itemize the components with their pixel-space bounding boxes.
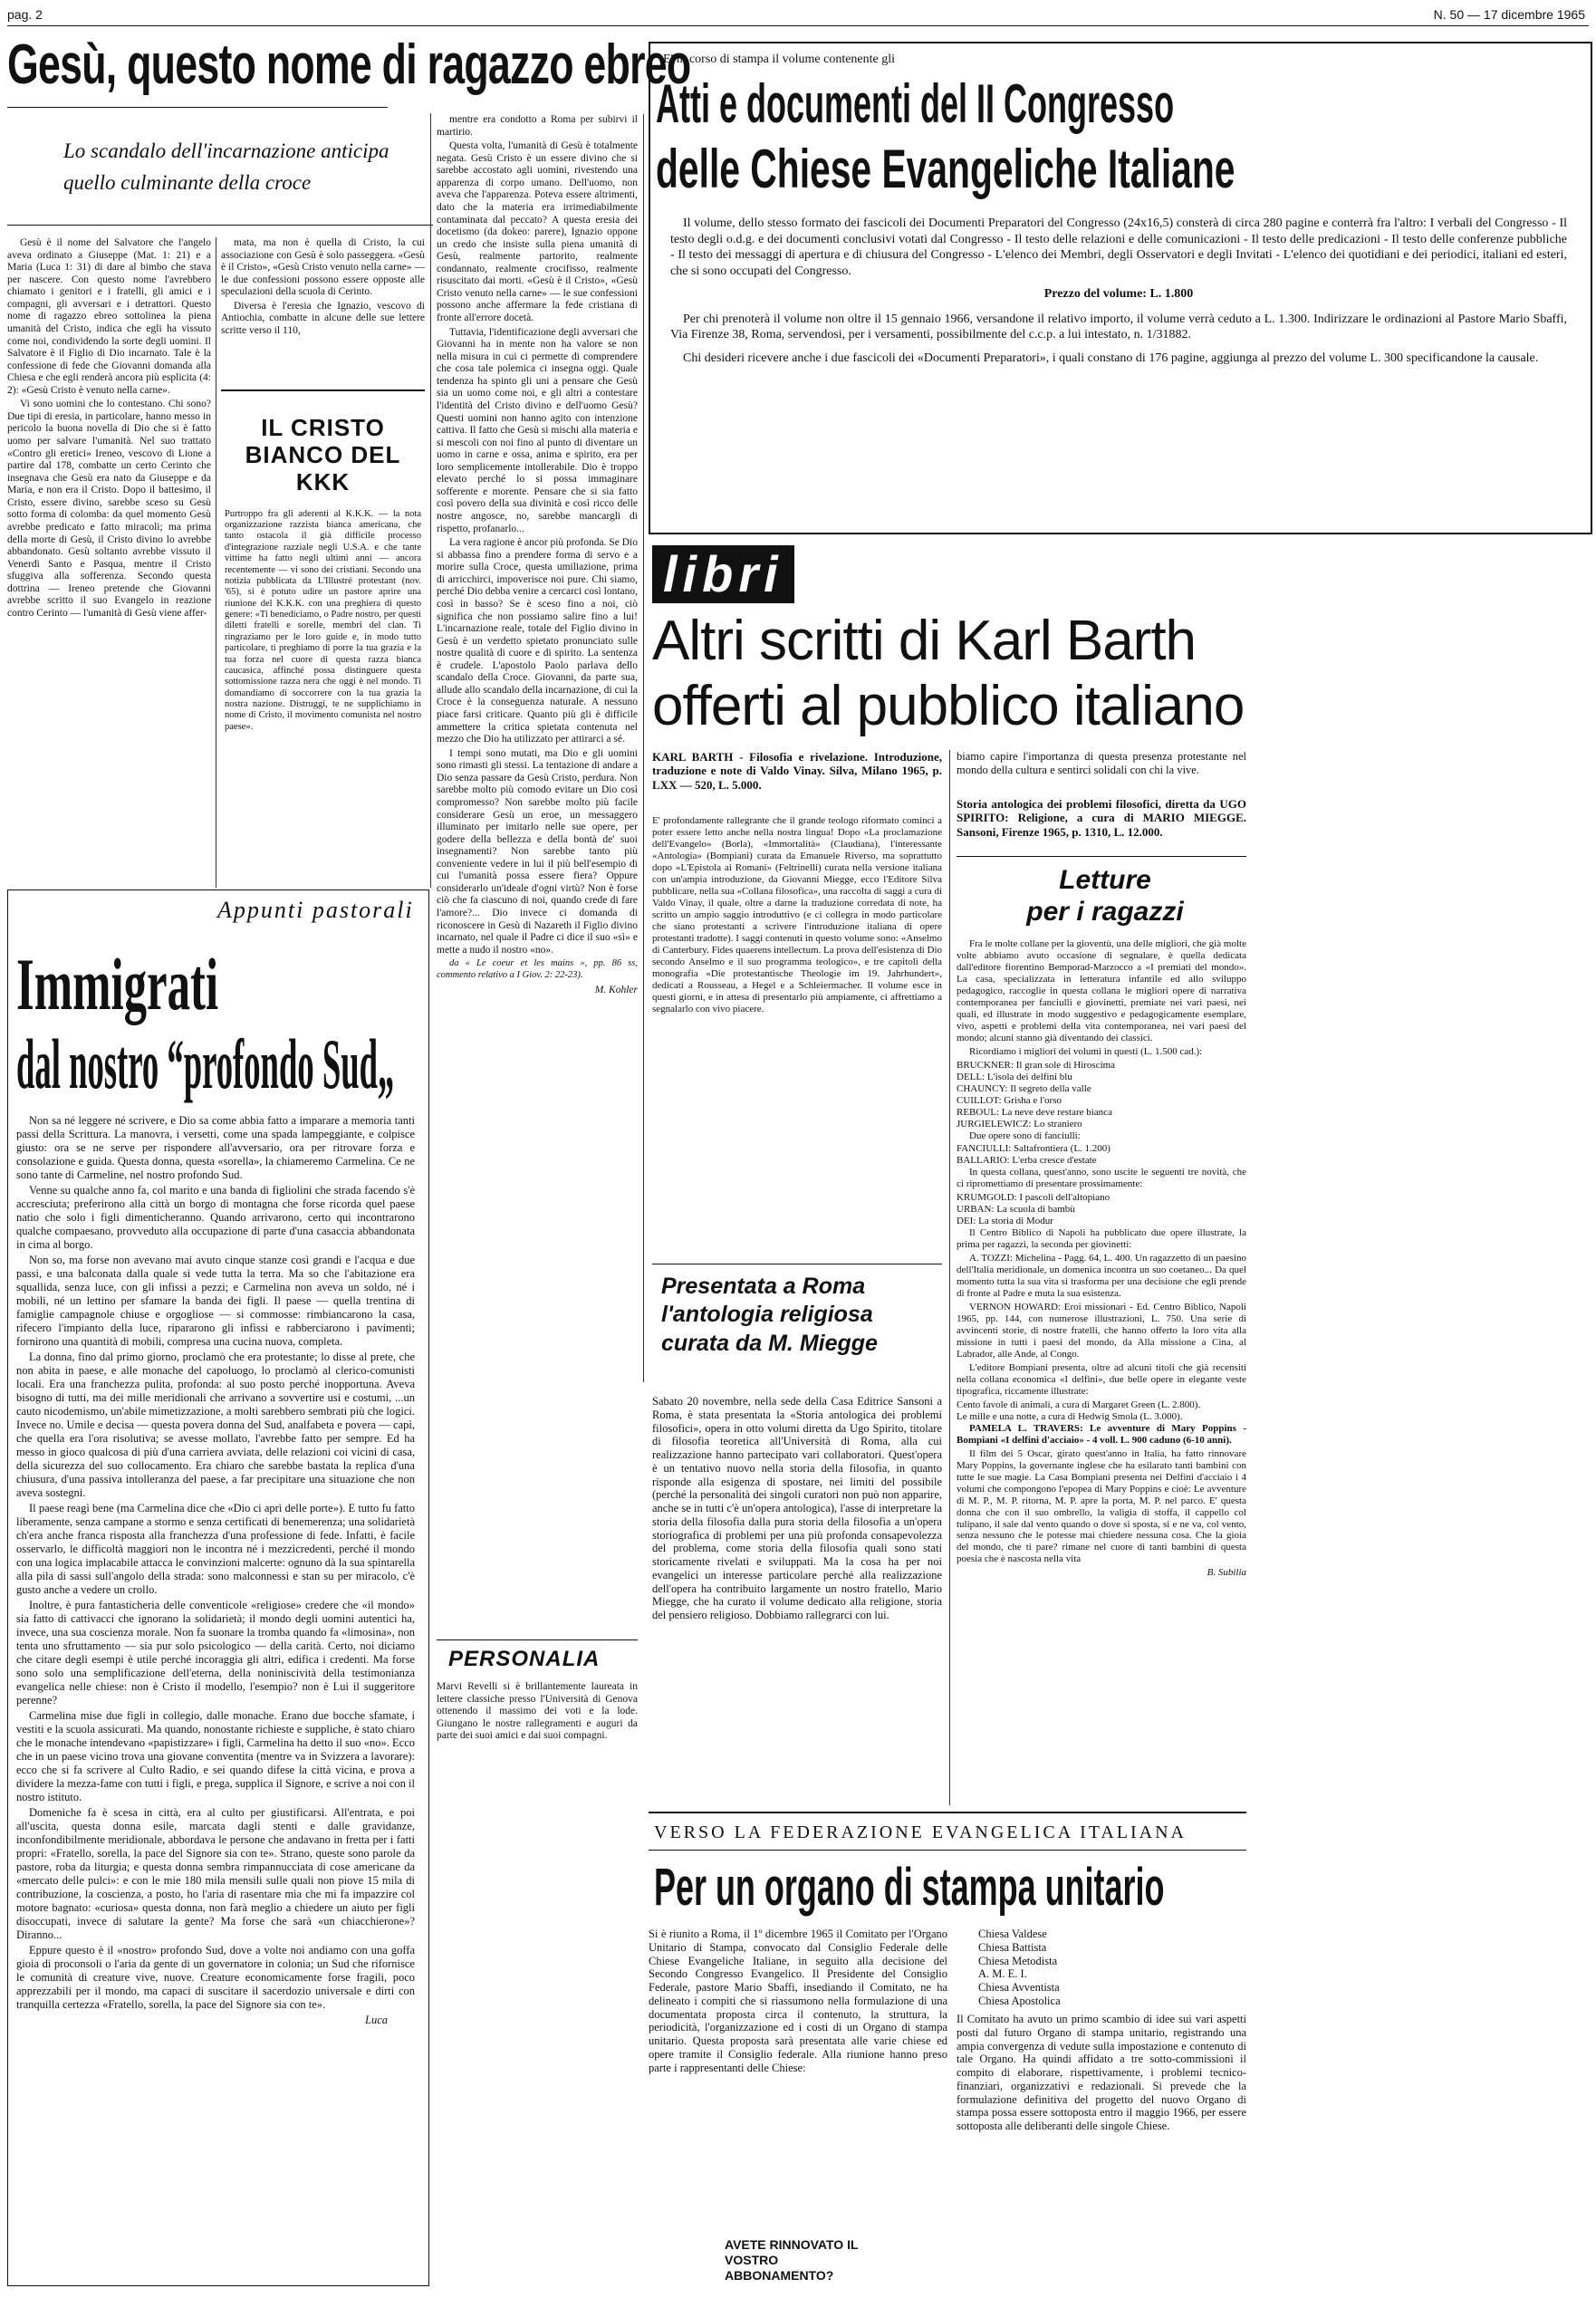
- art1-paragraph: Questa volta, l'umanità di Gesù è totalmente negata. Gesù Cristo è un essere divino che si sarebbe accostato agli uomini, rivestendo una apparenza di corpo umano. Dell'uomo, non aveva che l'apparenza. Poteva essere altrimenti, dato che la materia era irrimediabilmente contaminata dal peccato? A questa eresia dei docetismo (da dokeo: parere), Ignazio oppone un credo che insiste sulla piena umanità di Gesù, realmente partorito, realmente condannato, realmente crocifisso, realmente risuscitato dai morti. «Gesù è il Cristo», «Gesù Cristo venuto nella carne» — le sue confessioni possono anche affermare la fede cristiana di fronte all'errore docetà.: [437, 140, 638, 323]
- letture-list: [957, 1060, 1246, 1130]
- kkk-box: [221, 399, 425, 888]
- atti-title-line2: delle Chiese Evangeliche Italiane: [656, 139, 1235, 199]
- list-item: REBOUL: La neve deve restare bianca: [957, 1106, 1112, 1118]
- letture-travers-body: Il film dei 5 Oscar, girato quest'anno in Italia, ha fatto rinnovare Mary Poppins, la governante inglese che ha esilarato tanti bambini con tutte le sue magie. La Casa Bompiani presenta nei Delfini d'acciaio i 4 volumi che compongono l'epopea di Mary Poppins e cioè: Le avventure di M. P., M. P. ritorna, M. P. apre la porta, M. P. nel parco. E' questa donna che con il suo ombrello, la valigia di stoffa, il cappello col tulipano, il sale dal vento quando o dove si sposta, si e ne va, col vento, senza nessuno che le potesse mai chiedere nessuna cosa. Che la gioia del mondo, che ti pare? rimane nel cuore di tanti bambini di questa poesia che è nascosta nella vita: [957, 1447, 1246, 1565]
- list-item: BALLARIO: L'erba cresce d'estate: [957, 1155, 1097, 1167]
- art1-paragraph: mentre era condotto a Roma per subirvi il martirio.: [437, 114, 638, 138]
- art1-paragraph: I tempi sono mutati, ma Dio e gli uomini sono rimasti gli stessi. La tentazione di andare a Dio senza passare da Gesù Cristo, perdura. Non sarebbe molto più comodo evitare un Dio così compromesso? Non sarebbe molto più facile considerare Gesù un eroe, un messaggero illuminato per imitarlo nelle sue opere, per godere della bellezza e della bontà de' suoi insegnamenti? Non sarebbe tanto più conveniente vedere in lui il più bell'esempio di cui l'umanità possa essere fiera? Oppure considerarlo un'ideale d'ogni virtù? Non è forse ciò che fa ciascuno di noi, quando crede di fare l'amore?... Dio invece ci domanda di riconoscere in Gesù di Nazareth il Figlio divino incarnato, nel quale il Padre ci dice il suo «sì» e mette a nudo il nostro «no».: [437, 747, 638, 956]
- column-divider: [430, 113, 431, 888]
- atti-price: Prezzo del volume: L. 1.800: [1043, 287, 1194, 301]
- kkk-top-rule: [221, 389, 425, 391]
- letture-title-line1: Letture: [1059, 865, 1151, 895]
- rinnovo-notice: AVETE RINNOVATO IL VOSTRO ABBONAMENTO?: [725, 2237, 859, 2283]
- issue-info: N. 50 — 17 dicembre 1965: [1433, 7, 1585, 22]
- list-item: Chiesa Battista: [978, 1940, 1047, 1954]
- federazione-title: Per un organo di stampa unitario: [654, 1858, 1165, 1917]
- libri-right-top: biamo capire l'importanza di questa presenza protestante nel mondo della cultura e sentirci solidali con chi la vive.: [957, 750, 1246, 776]
- art1-column-1: [7, 237, 211, 888]
- appunti-title-line2: dal nostro “profondo Sud„: [16, 1024, 395, 1103]
- letture-rule: [957, 856, 1246, 857]
- libri-body: E' profondamente rallegrante che il grande teologo riformato cominci a poter essere letto anche nella nostra lingua! Dopo «La proclamazione dell'Evangelo» (Borla), «Immortalità» (Claudiana), l'interessante «Antologia» (Bompiani) curata da Emanuele Riverso, ma soprattutto dopo «L'Epistola ai Romani» (Feltrinelli) curata nella versione italiana con un'ampia introduzione, da Giovanni Miegge, ecco l'Editore Silva pubblicare, nella sua «Collana filosofica», una raccolta di saggi a cura di Valdo Vinay, il quale, oltre a darne la traduzione corredata di note, ha scritto un ampio saggio introduttivo (e ci collegra in modo particolare che siano protestanti a scrivere l'introduzione italiana di opere protestanti tradotte). I saggi contenuti in questo volume sono: «Anselmo di Canterbury. Fides quaerens intellectum. La prova dell'esistenza di Dio secondo Anselmo e il suo programma teologico», e tre capitoli della monografia «Die protestantische Theologie im 19. Jahrhundert», dedicati a Rousseau, a Hegel e a Schleiermacher. Il volume esce in questi giorni, e in attesa di presentarlo più ampiamente, ci affrettiamo a segnalarlo con vivo piacere.: [652, 815, 942, 1014]
- letture-howard: VERNON HOWARD: Eroi missionari - Ed. Centro Biblico, Napoli 1965, pp. 144, con numerose illustrazioni, L. 750. Una serie di avvincenti storie, di nostre fratelli, che hanno offerto la loro vita alla missione in tutti i paesi del mondo, da Alla missione a Cina, al Labrador, alle Ande, al Congo.: [957, 1302, 1246, 1360]
- atti-kicker: E' in corso di stampa il volume contenente gli: [663, 53, 896, 66]
- art1-paragraph: La vera ragione è ancor più profonda. Se Dio si abbassa fino a prendere forma di servo e a morire sulla Croce, questa umiliazione, prima di arricchirci, impoverisce noi pure. Chi siamo, perché Dio debba venire a cercarci così lontano, così in basso? Se è sceso fino a noi, ciò significa che non possiamo salire fino a lui! L'incarnazione reale, totale del Figlio divino in Gesù è un verdetto spietato pronunciato sulle nostre qualità di cuore e di spirito. La sentenza è crudele. L'apostolo Paolo parlava dello scandalo della Croce. Giovanni, da parte sua, allude allo scandalo della incarnazione, di cui la Croce è la conseguenza naturale. A nessuno piace farsi criticare. Quanto più gli è difficile ammettere la critica spietata contenuta nel mezzo che Dio ha utilizzato per attirarci a sé.: [437, 537, 638, 745]
- letture-novita: In questa collana, quest'anno, sono uscite le seguenti tre novità, che ci ripromettiamo di presentare prossimamente:: [957, 1167, 1246, 1190]
- list-item: Cento favole di animali, a cura di Margaret Green (L. 2.800).: [957, 1399, 1201, 1410]
- letture-centro: Il Centro Biblico di Napoli ha pubblicato due opere illustrate, la prima per ragazzi, la seconda per giovinetti:: [957, 1227, 1246, 1251]
- page-number: pag. 2: [7, 7, 43, 22]
- storia-reference: Storia antologica dei problemi filosofici, diretta da UGO SPIRITO: Religione, a cura di MARIO MIEGGE. Sansoni, Firenze 1965, p. 1310, L. 12.000.: [957, 797, 1246, 839]
- list-item: A. M. E. I.: [978, 1967, 1027, 1981]
- appunti-paragraph: Domeniche fa è scesa in città, era al culto per giustificarsi. All'entrata, e poi all'uscita, questa donna esile, marcata dagli stenti e dalle gravidanze, inconfondibilmente meridionale, abbordava le persone che andavano in fretta per i fatti propri: «Fratello, sorella, la pace del Signore sia con te». Strano, queste sono parole da pastore, roba da liturgia; e questa donna sembra rimpannucciata di cose americane da «mercato delle pulci»: e con le mie 180 mila mensili sulle quali non piove 15 mila di contribuzione, la coscienza, a posto, ho l'aria di rasentare mia che mi fa impazzire col motore bagnato: «curiosa» questa donna, non farà meglio a chiedere un aiuto per figli disoccupati, invece di salutare la gente? Ma forse che sarà «un chiacchierone»? Diranno...: [16, 1806, 415, 1941]
- personalia-body: Marvi Revelli si è brillantemente laureata in lettere classiche presso l'Università di Genova ottenendo il massimo dei voti e la lode. Giungano le nostre rallegramenti e auguri da parte dei suoi amici e dai suoi compagni.: [437, 1681, 638, 1742]
- letture-more-list: [957, 1143, 1246, 1167]
- appunti-paragraph: La donna, fino dal primo giorno, proclamò che era protestante; lo disse al prete, che non abita in paese, e alle monache del capoluogo, lo proclamò al clerico-comunisti locali. Era una franchezza pulita, profonda: al suo posto perché inopportuna. Aveva bisogno di tutti, ma dei mille meridionali che arrivano a sovvertire usi e costumi, ...un cauto nicodemismo, un'abile mimetizzazione, a molti sarebbero sembrati più che logici. Invece no. Umile e decisa — questa povera donna del Sud, analfabeta e povera — capì, che quella era l'ora risolutiva; se avesse mollato, l'avrebbe fatto per sempre. Ed ha messo in gioco qualcosa di più d'una carriera avviata, delle relazioni coi vicini di casa, della sicurezza del suo collocamento. Era chiaro che sarebbe bastata la replica d'una chiusura, d'una passiva intolleranza del paese, a far precipitare una situazione che non aveva sostegni.: [16, 1351, 415, 1499]
- letture-bompiani: L'editore Bompiani presenta, oltre ad alcuni titoli che già recensiti nella collana economica «I delfini», due belle opere in elegante veste tipografica, riccamente illustrate:: [957, 1361, 1246, 1397]
- column-divider: [949, 750, 950, 1805]
- list-item: DEI: La storia di Modur: [957, 1216, 1053, 1227]
- column-divider: [643, 114, 644, 1382]
- list-item: FANCIULLI: Saltafrontiera (L. 1.200): [957, 1143, 1110, 1155]
- federazione-col1: Si è riunito a Roma, il 1º dicembre 1965 il Comitato per l'Organo Unitario di Stampa, convocato dal Consiglio Federale delle Chiese Evangeliche Italiane, in seguito alla decisione del Secondo Congresso Evangelico. Il Presidente del Consiglio Federale, pastore Mario Sbaffi, insediando il Comitato, ne ha delineato i compiti che si riassumono nella formulazione di una documentata proposta circa il contenuto, la struttura, la periodicità, l'organizzazione ed i costi di un Organo di stampa unitario. Questa proposta sarà presentata alle varie chiese ed opere tramite il Consiglio federale. Alla riunione hanno preso parte i rappresentanti delle Chiese:: [649, 1928, 947, 2074]
- title-underline: [7, 107, 388, 108]
- personalia-title: PERSONALIA: [448, 1647, 601, 1671]
- kkk-title: IL CRISTO BIANCO DEL KKK: [245, 414, 401, 495]
- atti-body: [670, 216, 1567, 368]
- letture-novita-list: [957, 1192, 1246, 1227]
- list-item: Chiesa Metodista: [978, 1954, 1058, 1967]
- article-title: Gesù, questo nome di ragazzo ebreo: [7, 34, 691, 96]
- art1-column-3: [437, 114, 638, 1636]
- appunti-paragraph: Non sa né leggere né scrivere, e Dio sa come abbia fatto a imparare a memoria tanti passi della Scrittura. La manovra, i versetti, come una spada lampeggiante, e colpisce giusto: ora se ne serve per rispondere all'avversario, ora per ritrovare forza e consolazione e guida. Questa donna, questa «sorella», la chiameremo Carmelina. Ce ne sono tante di Carmeline, nel nostro profondo Sud.: [16, 1114, 415, 1181]
- letture-title-line2: per i ragazzi: [1026, 897, 1184, 927]
- appunti-paragraph: Eppure questo è il «nostro» profondo Sud, dove a volte noi andiamo con una goffa gioia di proconsoli o l'aria da gente di un governatore in colonia; un Sud che rifornisce le comunità di creature vive, nuove. Creature economicamente forse fragili, poco apprezzabili per il mondo, ma capaci di suscitare il sacerdozio universale e dirti con tranquilla certezza «Fratello, sorella, la pace del Signore sia con te».: [16, 1944, 415, 2011]
- libri-reference: KARL BARTH - Filosofia e rivelazione. Introduzione, traduzione e note di Valdo Vinay. Silva, Milano 1965, p. LXX — 520, L. 5.000.: [652, 750, 942, 792]
- list-item: Chiesa Valdese: [978, 1928, 1047, 1940]
- list-item: Le mille e una notte, a cura di Hedwig Smola (L. 3.000).: [957, 1410, 1183, 1422]
- letture-intro: Fra le molte collane per la gioventù, una delle migliori, che già molte volte abbiamo avuto occasione di segnalare, è quella dedicata dall'editore fiorentino Bemporad-Marzocco a «I premiati del mondo». La casa, specializzata in letteratura infantile ed allo sviluppo pedagogico, raccoglie in questa collana le migliori opere di narrativa contemporanea per fanciulli e giovinetti, premiate nei vari paesi, nei quali, ed illustrate in modo suggestivo e pedagogicamente esemplare, vivo, aspetti e problemi della vita contemporanea, nei vari paesi del mondo; alcuni stanno già diventando dei classici.: [957, 938, 1246, 1043]
- art1-paragraph: Vi sono uomini che lo contestano. Chi sono? Due tipi di eresia, in particolare, hanno messo in pericolo la buona novella di Dio che si è fatto uomo per salvare l'umanità. Nel suo trattato «Contro gli eretici» Ireneo, vescovo di Lione a partire dal 178, combatte un certo Cerinto che insegnava che Gesù era nato da Giuseppe e da Maria, e non era il Cristo. Dopo il battesimo, il Cristo, essere divino, sarebbe sceso su Gesù sotto forma di colomba: da quel momento Gesù avrebbe predicato e fatto miracoli; ma prima della morte di Gesù, il Cristo divino lo avrebbe abbandonato. Gesù soltanto avrebbe vissuto il Venerdì Santo e Pasqua, mentre il Cristo sfuggiva alla sofferenza. Secondo questa dottrina — Ireneo pretende che Giovanni avrebbe scritto il suo Evangelo in reazione contro Cerinto — l'umanità di Gesù viene affer-: [7, 399, 211, 619]
- libri-label: libri: [652, 545, 794, 603]
- federazione-col2: Il Comitato ha avuto un primo scambio di idee sui vari aspetti posti dal futuro Organo di stampa unitario, registrando una ampia convergenza di vedute sulla impostazione e contenuto di tale Organo. Ha quindi affidato a tre sotto-commissioni il compito di elaborare, rispettivamente, i problemi tecnico-finanziari, organizzativi e redazionali. Si prevede che la formulazione definitiva del progetto del nuovo Organo di stampa possa essere sottoposta entro il maggio 1966, per essere sottoposta alle deliberanti delle singole Chiese.: [957, 2013, 1246, 2132]
- letture-bompiani-list: [957, 1399, 1246, 1423]
- letture-author: B. Subilia: [1207, 1567, 1246, 1579]
- letture-more-intro: Due opere sono di fanciulli:: [969, 1130, 1081, 1141]
- federazione-chiese: [978, 1928, 1241, 2008]
- federazione-rule: [649, 1812, 1246, 1813]
- list-item: Chiesa Apostolica: [978, 1994, 1061, 2007]
- atti-paragraph: Chi desideri ricevere anche i due fascicoli dei «Documenti Preparatori», i quali constano di 176 pagine, aggiunga al prezzo del volume L. 300 specificandone la causale.: [683, 351, 1539, 365]
- appunti-paragraph: Carmelina mise due figli in collegio, dalle monache. Erano due bocche sfamate, i vestiti e la scuola assicurati. Ma quando, nonostante richieste e suppliche, è stato chiaro che le monache intendevano «papistizzare» i figli, Carmelina ha detto il suo «no». Ecco che in un paese vicino trova una giovane conventita (mentre va in Svizzera a lavorare): ecco che si fa scrivere al Culto Radio, e sei quando difese la città vicina, e prova a dividere la mezza-fame con tutti i figli, e prega, supplica il Signore, e scrive a noi con il nostro istituto.: [16, 1709, 415, 1803]
- libri-title-line2: offerti al pubblico italiano: [652, 675, 1245, 737]
- appunti-kicker: Appunti pastorali: [217, 897, 414, 923]
- masthead-rule: [7, 25, 1589, 26]
- subtitle-rule: [7, 225, 433, 226]
- appunti-paragraph: Non so, ma forse non avevano mai avuto cinque stanze così grandi e l'acqua e due passi, e una balconata dalla quale si vede tutta la terra. Ma so che l'abitazione era squallida, senza luce, con gli infissi a pezzi; e Carmelina non aveva un soldo, né i mobili, né un lettino per sfamare la banda dei figli. Il paese — quella trentina di famiglie campagnole chiuse e orgogliose — si commosse: rimbiancarono la casa, rifecero l'impianto della luce, ripararono gli infissi e rabberciarono i pavimenti; fornirono una quantità di mobili, compresa una cucina nuova, completa.: [16, 1254, 415, 1348]
- list-item: DELL: L'isola dei delfini blu: [957, 1071, 1072, 1082]
- article-subtitle: Lo scandalo dell'incarnazione anticipa quello culminante della croce: [63, 139, 389, 194]
- appunti-paragraph: Inoltre, è pura fantasticheria delle conventicole «religiose» credere che «il mondo» sia fatto di cattivacci che ignorano la solidarietà; il mondo degli uomini autentici ha, invece, una sua coscienza morale. Non fa suonare la tromba quando fa «limosina», non tenta uno sfruttamento — sia pur solo psicologico — della carità. Certo, noi diciamo che citare degli esempi è utile perché incoraggia gli altri, edifica i credenti. Ma forse sono solo una semplificazione dell'eterna, della noniniscività della testimonianza evangelica nelle chiese: non è Cristo il modello, l'esempio? non è Lui il suggeritore perenne?: [16, 1599, 415, 1707]
- list-item: CHAUNCY: Il segreto della valle: [957, 1082, 1091, 1094]
- list-item: Chiesa Avventista: [978, 1981, 1060, 1994]
- atti-paragraph: Per chi prenoterà il volume non oltre il 15 gennaio 1966, versandone il relativo importo, il volume verrà ceduto a L. 1.300. Indirizzare le ordinazioni al Pastore Mario Sbaffi, Via Firenze 38, Roma, servendosi, per i versamenti, possibilmente del c.c.p. a lui intestato, n. 1/31882.: [670, 312, 1567, 341]
- personalia-rule: [437, 1639, 638, 1640]
- kkk-body: Purtroppo fra gli aderenti al K.K.K. — la nota organizzazione razzista bianca americana, che tanto ostacola il già difficile processo d'integrazione razziale negli U.S.A. e che tante vittime ha fatto negli ultimi anni — ancora recentemente — vi sono dei cristiani. Secondo una notizia pubblicata da L'Illustré protestant (nov. '65), si è potuto udire un pastore aprire una riunione del K.K.K. con una preghiera di questo genere: «Ti benediciamo, o Padre nostro, per questi diletti fratelli e sorelle, membri del clan. Ti ringraziamo per le loro guide e, in modo tutto particolare, ti preghiamo di porre la tua grazia e la tua forza nel cuore di questa razza bianca caucasica, affinché possa distinguere questa sottomissione razza nera che oggi è nel mondo. Ti domandiamo di soccorrere con la tua grazia la nostra nazione. Distruggi, te ne supplichiamo in nome di Cristo, il movimento comunista nel nostro paese».: [225, 508, 421, 732]
- presentata-body: Sabato 20 novembre, nella sede della Casa Editrice Sansoni a Roma, è stata presentata la «Storia antologica dei problemi filosofici», opera in otto volumi diretta da Ugo Spirito, titolare di filosofia teoretica all'Università di Roma, alla cui realizzazione hanno partecipato vari collaboratori. Quest'opera è un tentativo nuovo nella storia della filosofia, in quanto risponde alla esigenza di spostare, nei limiti del possibile (perché la personalità dei singoli curatori non può non apparire, anche se in tutti c'è un'opera antologica), l'asse di interpretare la storia della filosofia dalla pura storia della filosofia a un'opera storiografica di problemi per una più profonda consapevolezza del problema, come storia della filosofia quali sono stati storicamente rivelati e sviluppati. Ma la cosa ha per noi evangelici un interesse particolare perché alla realizzazione dell'opera ha contribuito largamente un nostro fratello, Mario Miegge, che ha curato il volume dedicato alla religione, storia del pensiero religioso. Dobbiamo rallegrarci con lui.: [652, 1395, 942, 1621]
- appunti-body: [16, 1114, 415, 2274]
- list-item: URBAN: La scuola di bambù: [957, 1204, 1075, 1216]
- art1-column-2: [221, 237, 425, 382]
- presentata-title: Presentata a Roma l'antologia religiosa curata da M. Miegge: [661, 1274, 878, 1356]
- letture-travers: PAMELA L. TRAVERS: Le avventure di Mary Poppins - Bompiani «I delfini d'acciaio» - 4 voll. L. 900 caduno (6-10 anni).: [957, 1422, 1246, 1446]
- appunti-title-line1: Immigrati: [16, 943, 219, 1025]
- appunti-paragraph: Il paese reagì bene (ma Carmelina dice che «Dio ci aprì delle porte»). E tutto fu fatto liberamente, senza campane a stormo e senza certificati di benemerenza; una solidarietà ch'era anche franca risposta alla franchezza d'una professione di fede. Infatti, è facile osservarlo, le difficoltà maggiori non le incontra né i mezzicredenti, perché il mondo con una logica implacabile attacca le convinzioni malcerte: ognuno dà la sua spintarella alla pila di sassi sull'angolo della strada: sono malconnessi e stan su per miracolo, c'è gusto anche a vedere un crollo.: [16, 1502, 415, 1596]
- list-item: BRUCKNER: Il gran sole di Hiroscima: [957, 1059, 1116, 1071]
- art1-paragraph: mata, ma non è quella di Cristo, la cui associazione con Gesù è solo passeggera. «Gesù è il Cristo», «Gesù Cristo venuto nella carne» — le due confessioni possono essere opposte alle speculazioni della scuola di Cerinto.: [221, 237, 425, 298]
- art1-paragraph: Tuttavia, l'identificazione degli avversari che Giovanni ha in mente non ha valore se non nella misura in cui ci permette di comprendere che cosa tale polemica ci insegna oggi. Quale tendenza ha spinto gli uni a pensare che Gesù sia un uomo come noi, e gli altri a contestare l'identità del Cristo divino e dell'uomo Gesù? Questi uomini non hanno agito con intenzione cattiva. Il fatto che Gesù si mischi alla materia e si mescoli con noi fino al punto di diventare un uomo in carne e ossa, anima e spirito, era per loro semplicemente intollerabile. Dio è troppo elevato perché lo si possa immaginare sofferente e morente. Pensare che si sia fatto così povero della sua divinità e così ricco delle nostre angosce, no, sarebbe mancargli di rispetto, profanarlo...: [437, 326, 638, 534]
- libri-title-line1: Altri scritti di Karl Barth: [652, 610, 1197, 672]
- appunti-paragraph: Venne su qualche anno fa, col marito e una banda di figliolini che strada facendo s'è accresciuta; preferirono alla città un borgo di montagna che forse ricorda quel paese natio che solo i figli dimenticheranno. Quando arrivarono, certo qui incontrarono qualche compaesano, provveduto alla occupazione di parte d'una casaccia abbandonata in cima al borgo.: [16, 1184, 415, 1251]
- appunti-author: Luca: [365, 2014, 388, 2026]
- art1-author: M. Kohler: [594, 985, 638, 995]
- art1-paragraph: Diversa è l'eresia che Ignazio, vescovo di Antiochia, combatte in alcune delle sue lettere scritte verso il 110,: [221, 300, 425, 336]
- list-item: CUILLOT: Grisha e l'orso: [957, 1094, 1062, 1106]
- federazione-kicker: VERSO LA FEDERAZIONE EVANGELICA ITALIANA: [654, 1822, 1187, 1842]
- list-item: KRUMGOLD: I pascoli dell'altopiano: [957, 1192, 1110, 1204]
- art1-footnote: da « Le coeur et les mains », pp. 86 ss, commento relativo a I Giov. 2: 22-23).: [437, 958, 638, 980]
- letture-list-intro: Ricordiamo i migliori dei volumi in questi (L. 1.500 cad.):: [969, 1045, 1203, 1057]
- atti-title-line1: Atti e documenti del II Congresso: [656, 73, 1175, 134]
- letture-tozzi: A. TOZZI: Michelina - Pagg. 64, L. 400. Un ragazzetto di un paesino dell'Italia meridionale, un domenica incontra un suo coetaneo... Da quel momento tutta la sua vita si trasforma per una decisione che egli prende di fronte al Padre e muta la sua esistenza.: [957, 1253, 1246, 1300]
- art1-paragraph: Gesù è il nome del Salvatore che l'angelo aveva ordinato a Giuseppe (Mat. 1: 21) e a Maria (Luca 1: 31) di dare al bimbo che stava per nascere. Con questo nome l'avrebbero chiamato i genitori e i fratelli, gli amici e i compagni, gli avversari e i detrattori. Questo nome di ragazzo ebreo sottolinea la piena umanità del Cristo, indica che egli ha vissuto come noi, condividendo la sorte degli uomini. Il Salvatore è il Figlio di Dio incarnato. Tale è la confessione di fede che Giovanni domanda alla Chiesa e che egli renderà ancora più esplicita (4: 2): «Gesù Cristo è venuto nella carne».: [7, 237, 211, 396]
- list-item: JURGIELEWICZ: Lo straniero: [957, 1118, 1082, 1130]
- federazione-rule-2: [649, 1850, 1246, 1851]
- atti-paragraph: Il volume, dello stesso formato dei fascicoli dei Documenti Preparatori del Congresso (24x16,5) consterà di circa 280 pagine e conterrà fra l'altro: I verbali del Congresso - Il testo degli o.d.g. e dei documenti conclusivi votati dal Congresso - Il testo delle relazioni e delle comunicazioni - Il testo delle predicazioni - Il testo delle conferenze pubbliche - Il testo dei messaggi di apertura e di chiusura del Congresso - L'elenco dei Membri, degli Osservatori e degli Invitati - L'elenco dei quotidiani e dei periodici, italiani ed esteri, che si sono occupati del Congresso.: [670, 216, 1567, 278]
